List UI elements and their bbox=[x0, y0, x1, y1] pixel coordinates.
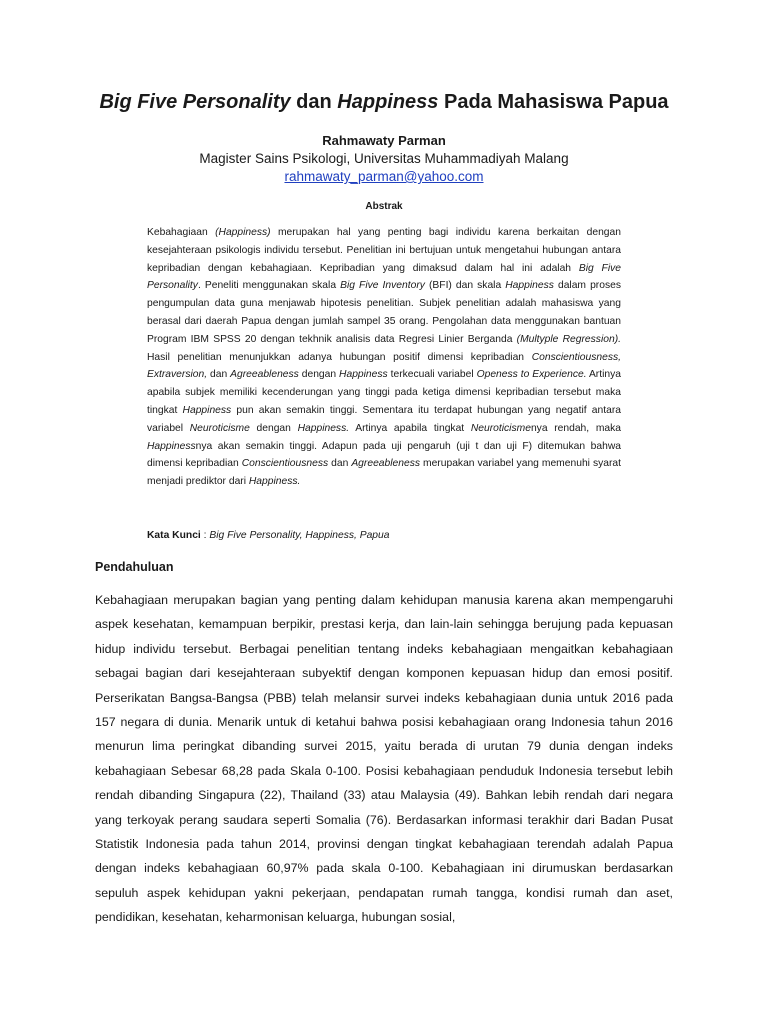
abstract-body bbox=[147, 224, 621, 491]
abstract-italic-term: Happiness bbox=[182, 404, 232, 416]
abstract-text-segment: nya akan semakin tinggi. Adapun pada uji pengaruh (uji t dan uji F) ditemukan bahwa dimensi kepribadian bbox=[147, 440, 621, 470]
section-heading-pendahuluan: Pendahuluan bbox=[95, 560, 174, 574]
abstract-italic-term: Conscientiousness, Extraversion, bbox=[147, 351, 621, 381]
abstract-text-segment: . Peneliti menggunakan skala bbox=[197, 280, 341, 292]
abstract-text-segment: dalam proses pengumpulan data guna menjawab hipotesis penelitian. Subjek penelitian adalah mahasiswa yang berasal dari daerah Papua dengan jumlah sampel 35 orang. Pengolahan data menggunakan bantuan Program IBM SPSS 20 dengan tekhnik analisis data Regresi Linier Berganda bbox=[147, 280, 621, 345]
author-email-line bbox=[0, 168, 768, 186]
abstract-text-segment: Hasil penelitian menunjukkan adanya hubungan positif dimensi kepribadian bbox=[147, 351, 532, 363]
title-conjunction: dan bbox=[290, 91, 338, 113]
keywords-label: Kata Kunci bbox=[147, 530, 201, 541]
abstract-italic-term: Openess to Experience. bbox=[476, 369, 587, 381]
abstract-text-segment: dan bbox=[328, 458, 352, 470]
abstract-text-segment: nya rendah, maka bbox=[530, 422, 622, 434]
author-name: Rahmawaty Parman bbox=[322, 133, 446, 148]
abstract-italic-term: Agreeableness bbox=[351, 458, 421, 470]
title-rest: Pada Mahasiswa Papua bbox=[438, 91, 669, 113]
abstract-italic-term: (Happiness) bbox=[215, 227, 271, 238]
abstract-italic-term: Neuroticisme bbox=[189, 422, 250, 434]
abstract-text-segment: (BFI) dan skala bbox=[424, 280, 506, 292]
abstract-italic-term: Happiness. bbox=[248, 476, 301, 488]
abstract-italic-term: Big Five Inventory bbox=[340, 280, 425, 292]
abstract-text-segment: terkecuali variabel bbox=[387, 369, 477, 381]
abstract-heading: Abstrak bbox=[365, 201, 403, 212]
abstract-text-segment: dengan bbox=[298, 369, 340, 381]
abstract-italic-term: Happiness bbox=[505, 280, 554, 292]
paper-title bbox=[0, 90, 768, 114]
abstract-italic-term: (Multyple Regression). bbox=[516, 333, 621, 345]
abstract-italic-term: Happiness bbox=[339, 369, 388, 381]
keywords-value: Big Five Personality, Happiness, Papua bbox=[209, 530, 390, 541]
title-term-big-five: Big Five Personality bbox=[99, 91, 291, 113]
keywords-separator: : bbox=[200, 530, 210, 541]
abstract-text-segment: dan bbox=[207, 369, 231, 381]
introduction-paragraph: Kebahagiaan merupakan bagian yang penting dalam kehidupan manusia karena akan mempengaruhi aspek kesehatan, kemampuan berpikir, prestasi kerja, dan lain-lain sehingga berujung pada kepuasan hidup individu tersebut. Berbagai penelitian tentang indeks kebahagiaan mengaitkan kebahagiaan sebagai bagian dari kesejahteraan subyektif dengan komponen kepuasan hidup dan emosi positif. Perserikatan Bangsa-Bangsa (PBB) telah melansir survei indeks kebahagiaan dunia untuk 2016 pada 157 negara di dunia. Menarik untuk di ketahui bahwa posisi kebahagiaan orang Indonesia tahun 2016 menurun lima peringkat dibanding survei 2015, yaitu berada di urutan 79 dunia dengan indeks kebahagiaan Sebesar 68,28 pada Skala 0-100. Posisi kebahagiaan penduduk Indonesia tersebut lebih rendah dibanding Singapura (22), Thailand (33) atau Malaysia (49). Bahkan lebih rendah dari negara yang terkoyak perang saudara seperti Somalia (76). Berdasarkan informasi terakhir dari Badan Pusat Statistik Indonesia pada tahun 2014, provinsi dengan tingkat kebahagiaan terendah adalah Papua dengan indeks kebahagiaan 60,97% pada skala 0-100. Kebahagiaan ini dirumuskan berdasarkan sepuluh aspek kehidupan yakni pekerjaan, pendapatan rumah tangga, kondisi rumah dan aset, pendidikan, kesehatan, keharmonisan keluarga, hubungan sosial, bbox=[95, 593, 673, 925]
abstract-text-segment: Artinya apabila subjek memiliki kecenderungan yang tinggi pada ketiga dimensi kepribadian tersebut maka tingkat bbox=[147, 369, 621, 416]
abstract-italic-term: Neuroticisme bbox=[470, 422, 531, 434]
abstract-text-segment: dengan bbox=[249, 422, 298, 434]
abstract-text-segment: merupakan variabel yang memenuhi syarat menjadi prediktor dari bbox=[147, 458, 621, 488]
author-email-link[interactable]: rahmawaty_parman@yahoo.com bbox=[284, 169, 484, 184]
abstract-italic-term: Agreeableness bbox=[230, 369, 299, 381]
abstract-italic-term: Happiness bbox=[147, 440, 196, 452]
title-term-happiness: Happiness bbox=[337, 91, 439, 113]
abstract-italic-term: Conscientiousness bbox=[241, 458, 329, 470]
abstract-text-segment: Artinya apabila tingkat bbox=[349, 422, 471, 434]
keywords-line bbox=[147, 528, 621, 544]
author-affiliation: Magister Sains Psikologi, Universitas Muhammadiyah Malang bbox=[199, 151, 569, 166]
abstract-text-segment: Kebahagiaan bbox=[147, 227, 216, 238]
abstract-italic-term: Happiness. bbox=[297, 422, 350, 434]
abstract-text-segment: merupakan hal yang penting bagi individu karena berkaitan dengan kesejahteraan psikologis individu tersebut. Penelitian ini bertujuan untuk mengetahui hubungan antara kepribadian dengan kebahagiaan. Kepribadian yang dimaksud dalam hal ini adalah bbox=[147, 227, 621, 274]
abstract-text-segment: pun akan semakin tinggi. Sementara itu terdapat hubungan yang negatif antara variabel bbox=[147, 404, 622, 434]
abstract-italic-term: Big Five Personality bbox=[147, 262, 621, 292]
